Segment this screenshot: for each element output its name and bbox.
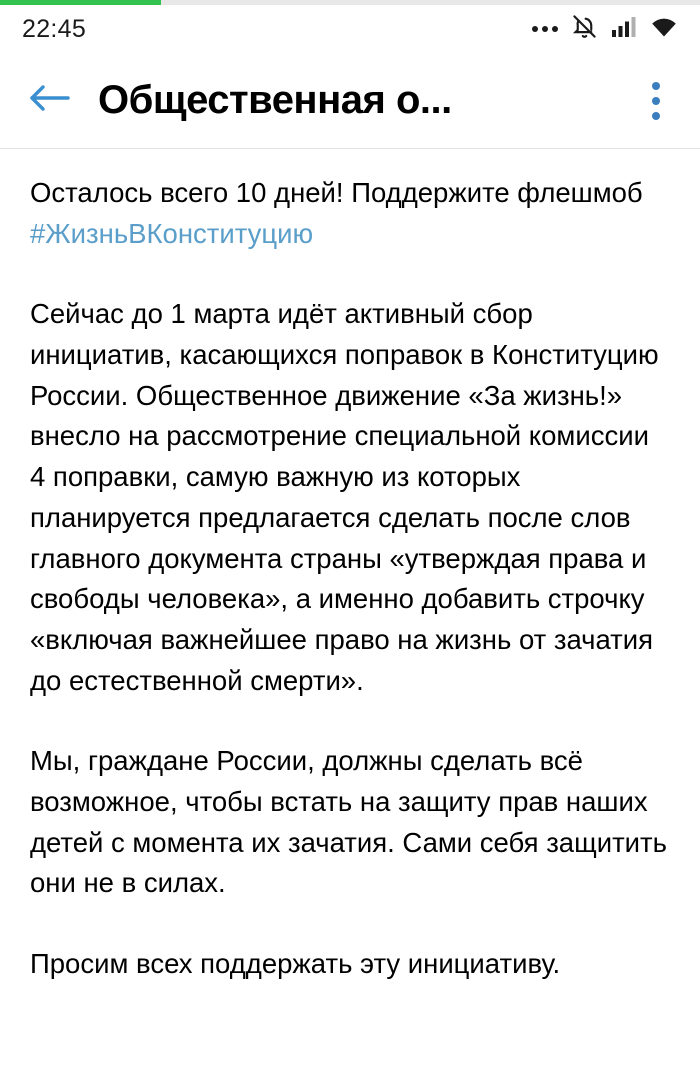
- back-arrow-icon: [26, 80, 72, 121]
- overflow-dot: [652, 82, 660, 90]
- article-paragraph-3: Просим всех поддержать эту инициативу.: [30, 948, 561, 979]
- app-bar: [0, 53, 700, 148]
- status-icons: [532, 13, 678, 45]
- page-title: Общественная о...: [98, 78, 452, 122]
- wifi-icon: [650, 15, 678, 44]
- overflow-dot: [652, 97, 660, 105]
- status-clock: 22:45: [22, 14, 87, 43]
- notifications-silenced-icon: [571, 13, 598, 45]
- overflow-menu-button[interactable]: [634, 74, 678, 128]
- back-button[interactable]: [22, 74, 76, 128]
- lead-text: Осталось всего 10 дней! Поддержите флешмоб: [30, 177, 643, 208]
- article-paragraph-2: Мы, граждане России, должны сделать всё возможное, чтобы встать на защиту прав наших детей с момента их зачатия. Сами себя защитить они не в силах.: [30, 745, 667, 899]
- cellular-signal-icon: [611, 15, 637, 44]
- article-paragraph-1: Сейчас до 1 марта идёт активный сбор инициатив, касающихся поправок в Конституцию России. Общественное движение «За жизнь!» внесло на рассмотрение специальной комиссии 4 поправки, самую важную из которых планируется предлагается сделать после слов главного документа страны «утверждая права и свободы человека», а именно добавить строчку «включая важнейшее право на жизнь от зачатия до естественной смерти».: [30, 298, 659, 696]
- more-dots-icon: [532, 26, 558, 32]
- status-bar: [0, 5, 700, 53]
- article-content: [0, 149, 700, 1083]
- article-paragraph-lead: [30, 173, 670, 254]
- hashtag-link[interactable]: #ЖизньВКонституцию: [30, 217, 314, 249]
- overflow-dot: [652, 112, 660, 120]
